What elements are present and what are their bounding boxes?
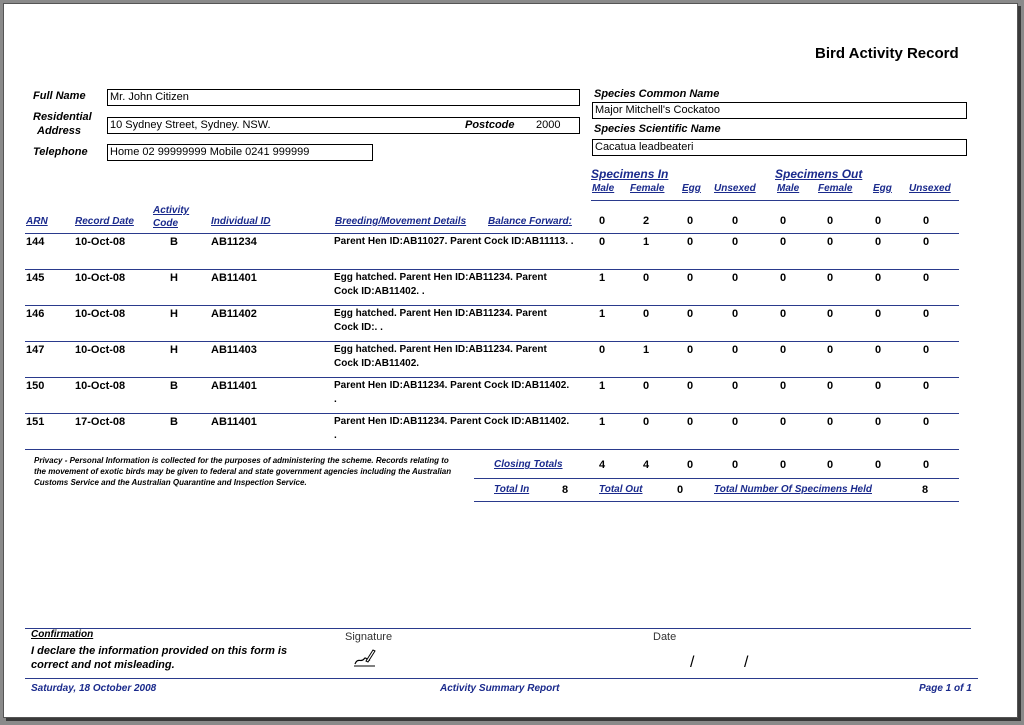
- footer-page-number: Page 1 of 1: [919, 683, 972, 694]
- row-divider: [25, 449, 959, 450]
- balance-forward-in-unsexed: 0: [731, 215, 739, 227]
- row-in-female: 0: [642, 272, 650, 284]
- row-arn: 146: [26, 308, 45, 320]
- row-in-unsexed: 0: [731, 380, 739, 392]
- row-record-date: 17-Oct-08: [75, 416, 126, 428]
- row-in-unsexed: 0: [731, 236, 739, 248]
- address-label-line2: Address: [37, 125, 82, 137]
- row-activity-code: H: [170, 344, 178, 356]
- total-in-value: 8: [562, 484, 569, 496]
- species-common-label: Species Common Name: [594, 88, 720, 100]
- closing-out-egg: 0: [874, 459, 882, 471]
- row-out-egg: 0: [874, 344, 882, 356]
- row-in-unsexed: 0: [731, 272, 739, 284]
- row-in-male: 0: [598, 344, 606, 356]
- row-activity-code: H: [170, 308, 178, 320]
- specimens-in-heading: Specimens In: [591, 167, 669, 181]
- activity-code-header-line2: Code: [153, 218, 178, 229]
- row-arn: 150: [26, 380, 45, 392]
- in-female-header: Female: [630, 183, 665, 194]
- species-scientific-label: Species Scientific Name: [594, 123, 721, 135]
- specimens-header-rule: [591, 200, 959, 201]
- row-details: Parent Hen ID:AB11234. Parent Cock ID:AB11402. .: [334, 380, 570, 405]
- row-details: Parent Hen ID:AB11027. Parent Cock ID:AB11113. .: [334, 236, 574, 247]
- row-individual-id: AB11401: [211, 380, 257, 392]
- balance-forward-out-male: 0: [779, 215, 787, 227]
- row-divider: [25, 269, 959, 270]
- date-label: Date: [653, 631, 677, 643]
- row-record-date: 10-Oct-08: [75, 380, 126, 392]
- telephone-field: Home 02 99999999 Mobile 0241 999999: [107, 144, 373, 161]
- total-held-label: Total Number Of Specimens Held: [714, 484, 872, 495]
- postcode-value: 2000: [536, 119, 561, 131]
- species-scientific-field: Cacatua leadbeateri: [592, 139, 967, 156]
- out-female-header: Female: [818, 183, 853, 194]
- row-in-unsexed: 0: [731, 416, 739, 428]
- row-activity-code: H: [170, 272, 178, 284]
- row-individual-id: AB11401: [211, 272, 257, 284]
- row-divider: [25, 377, 959, 378]
- row-in-female: 0: [642, 380, 650, 392]
- confirmation-rule: [25, 628, 971, 629]
- row-arn: 147: [26, 344, 45, 356]
- row-out-male: 0: [779, 272, 787, 284]
- row-in-unsexed: 0: [731, 308, 739, 320]
- confirmation-heading: Confirmation: [31, 629, 94, 640]
- row-out-male: 0: [779, 308, 787, 320]
- row-out-unsexed: 0: [922, 344, 930, 356]
- row-arn: 145: [26, 272, 45, 284]
- total-held-value: 8: [922, 484, 929, 496]
- row-out-egg: 0: [874, 380, 882, 392]
- row-in-egg: 0: [686, 344, 694, 356]
- row-details: Parent Hen ID:AB11234. Parent Cock ID:AB11402. .: [334, 416, 570, 441]
- row-out-male: 0: [779, 344, 787, 356]
- row-activity-code: B: [170, 236, 178, 248]
- row-out-egg: 0: [874, 416, 882, 428]
- date-separator-2: /: [744, 654, 749, 671]
- row-activity-code: B: [170, 416, 178, 428]
- footer-date: Saturday, 18 October 2008: [31, 683, 157, 694]
- row-in-female: 0: [642, 416, 650, 428]
- total-out-value: 0: [677, 484, 684, 496]
- row-details: Egg hatched. Parent Hen ID:AB11234. Parent Cock ID:. .: [334, 308, 547, 333]
- balance-forward-in-female: 2: [642, 215, 650, 227]
- report-page: [3, 3, 1018, 718]
- row-in-male: 0: [598, 236, 606, 248]
- balance-forward-out-unsexed: 0: [922, 215, 930, 227]
- address-label-line1: Residential: [33, 111, 92, 123]
- row-record-date: 10-Oct-08: [75, 308, 126, 320]
- footer-rule: [25, 678, 978, 679]
- in-male-header: Male: [592, 183, 615, 194]
- row-out-female: 0: [826, 416, 834, 428]
- closing-in-egg: 0: [686, 459, 694, 471]
- arn-header: ARN: [26, 216, 48, 227]
- row-in-male: 1: [598, 308, 606, 320]
- row-out-egg: 0: [874, 308, 882, 320]
- closing-totals-label: Closing Totals: [494, 459, 563, 470]
- balance-forward-out-egg: 0: [874, 215, 882, 227]
- row-record-date: 10-Oct-08: [75, 344, 126, 356]
- row-in-egg: 0: [686, 308, 694, 320]
- row-record-date: 10-Oct-08: [75, 272, 126, 284]
- row-out-unsexed: 0: [922, 236, 930, 248]
- closing-totals-rule: [474, 478, 959, 479]
- row-arn: 144: [26, 236, 45, 248]
- activity-code-header-line1: Activity: [153, 205, 190, 216]
- date-separator-1: /: [690, 654, 695, 671]
- row-in-male: 1: [598, 416, 606, 428]
- row-arn: 151: [26, 416, 45, 428]
- privacy-note: Privacy - Personal Information is collected for the purposes of administering the scheme. Records relating to the movement of exotic birds may be given to federal and state government agencies including the Australian Customs Service and the Australian Quarantine and Inspection Service.: [34, 456, 452, 487]
- postcode-label: Postcode: [465, 119, 515, 131]
- total-in-label: Total In: [494, 484, 530, 495]
- out-unsexed-header: Unsexed: [909, 183, 951, 194]
- telephone-label: Telephone: [33, 146, 88, 158]
- closing-out-female: 0: [826, 459, 834, 471]
- row-details: Egg hatched. Parent Hen ID:AB11234. Parent Cock ID:AB11402. .: [334, 272, 547, 297]
- closing-in-unsexed: 0: [731, 459, 739, 471]
- row-out-male: 0: [779, 416, 787, 428]
- closing-in-female: 4: [642, 459, 650, 471]
- row-in-female: 1: [642, 236, 650, 248]
- row-in-female: 1: [642, 344, 650, 356]
- balance-forward-in-male: 0: [598, 215, 606, 227]
- row-out-female: 0: [826, 272, 834, 284]
- balance-forward-in-egg: 0: [686, 215, 694, 227]
- in-unsexed-header: Unsexed: [714, 183, 756, 194]
- totals-rule: [474, 501, 959, 502]
- row-out-female: 0: [826, 344, 834, 356]
- row-out-egg: 0: [874, 272, 882, 284]
- row-in-egg: 0: [686, 236, 694, 248]
- row-divider: [25, 413, 959, 414]
- details-header: Breeding/Movement Details: [335, 216, 467, 227]
- full-name-field: Mr. John Citizen: [107, 89, 580, 106]
- row-individual-id: AB11402: [211, 308, 257, 320]
- specimens-out-heading: Specimens Out: [775, 167, 863, 181]
- out-male-header: Male: [777, 183, 800, 194]
- in-egg-header: Egg: [682, 183, 701, 194]
- row-out-male: 0: [779, 236, 787, 248]
- address-value: 10 Sydney Street, Sydney. NSW.: [110, 119, 271, 131]
- row-individual-id: AB11401: [211, 416, 257, 428]
- row-individual-id: AB11234: [211, 236, 257, 248]
- row-in-male: 1: [598, 272, 606, 284]
- closing-in-male: 4: [598, 459, 606, 471]
- row-in-unsexed: 0: [731, 344, 739, 356]
- out-egg-header: Egg: [873, 183, 892, 194]
- full-name-label: Full Name: [33, 90, 86, 102]
- record-date-header: Record Date: [75, 216, 134, 227]
- row-out-unsexed: 0: [922, 308, 930, 320]
- row-out-female: 0: [826, 236, 834, 248]
- row-out-female: 0: [826, 308, 834, 320]
- row-out-unsexed: 0: [922, 416, 930, 428]
- row-out-unsexed: 0: [922, 272, 930, 284]
- report-title: Bird Activity Record: [815, 45, 959, 62]
- row-divider: [25, 341, 959, 342]
- signature-pen-icon: [352, 647, 378, 674]
- row-activity-code: B: [170, 380, 178, 392]
- row-in-egg: 0: [686, 380, 694, 392]
- row-out-male: 0: [779, 380, 787, 392]
- total-out-label: Total Out: [599, 484, 643, 495]
- row-divider: [25, 305, 959, 306]
- footer-report-name: Activity Summary Report: [440, 683, 560, 694]
- closing-out-unsexed: 0: [922, 459, 930, 471]
- row-details: Egg hatched. Parent Hen ID:AB11234. Parent Cock ID:AB11402.: [334, 344, 547, 369]
- row-in-egg: 0: [686, 416, 694, 428]
- balance-forward-label: Balance Forward:: [488, 216, 572, 227]
- row-record-date: 10-Oct-08: [75, 236, 126, 248]
- row-individual-id: AB11403: [211, 344, 257, 356]
- closing-out-male: 0: [779, 459, 787, 471]
- header-rule: [25, 233, 959, 234]
- confirmation-text: I declare the information provided on this form is correct and not misleading.: [31, 645, 288, 671]
- signature-label: Signature: [345, 631, 393, 643]
- balance-forward-out-female: 0: [826, 215, 834, 227]
- individual-id-header: Individual ID: [211, 216, 271, 227]
- row-out-unsexed: 0: [922, 380, 930, 392]
- row-out-egg: 0: [874, 236, 882, 248]
- species-common-field: Major Mitchell's Cockatoo: [592, 102, 967, 119]
- row-in-female: 0: [642, 308, 650, 320]
- row-in-egg: 0: [686, 272, 694, 284]
- row-in-male: 1: [598, 380, 606, 392]
- row-out-female: 0: [826, 380, 834, 392]
